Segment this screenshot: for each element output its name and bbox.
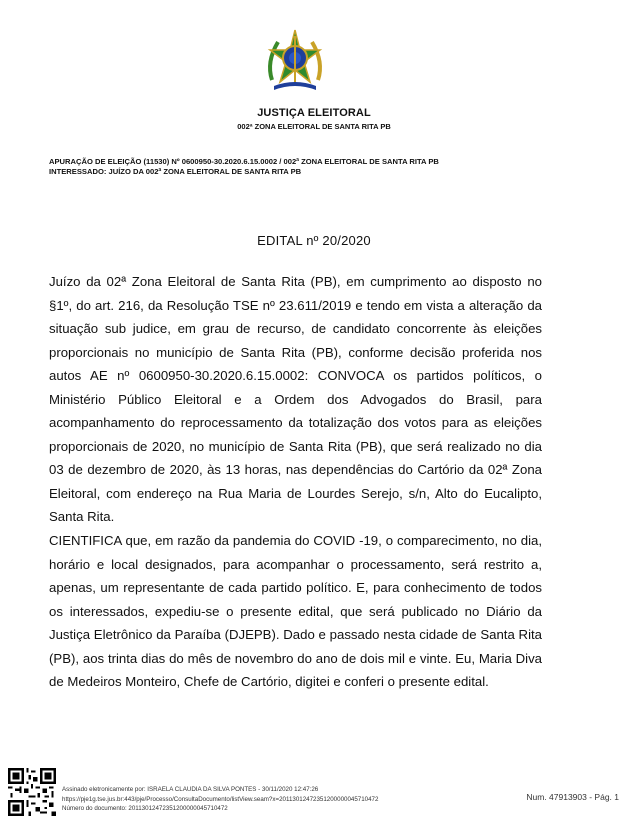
convocation-paragraph: Juízo da 02ª Zona Eleitoral de Santa Rita (PB), em cumprimento ao disposto no §1º, do art. 216, da Resolução TSE nº 23.611/2019 e tendo em vista a alteração da situação sub judice, em grau de recurso, de candidato concorrente às eleições proporcionais no município de Santa Rita (PB), conforme decisão proferida nos autos AE nº 0600950-30.2020.6.15.0002: CONVOCA os partidos políticos, o Ministério Público Eleitoral e a Ordem dos Advogados do Brasil, para acompanhamento do reprocessamento da totalização dos votos para as eleições proporcionais de 2020, no município de Santa Rita (PB), que será realizado no dia 03 de dezembro de 2020, às 13 horas, nas dependências do Cartório da 02ª Zona Eleitoral, com endereço na Rua Maria de Lourdes Serejo, s/n, Alto do Eucalipto, Santa Rita.: [49, 274, 542, 525]
edital-title: EDITAL nº 20/2020: [257, 233, 371, 248]
page-number: Num. 47913903 - Pág. 1: [526, 792, 619, 802]
edital-body: [49, 270, 542, 694]
process-number-line: APURAÇÃO DE ELEIÇÃO (11530) Nº 0600950-30.2020.6.15.0002 / 002ª ZONA ELEITORAL DE SANTA RITA PB: [49, 157, 439, 166]
org-title: JUSTIÇA ELEITORAL: [257, 107, 371, 119]
signed-by-line: Assinado eletronicamente por: ISRAELA CLAUDIA DA SILVA PONTES - 30/11/2020 12:47:26: [62, 786, 319, 793]
zone-subtitle: 002ª ZONA ELEITORAL DE SANTA RITA PB: [237, 122, 391, 131]
process-header: [49, 157, 439, 177]
qr-code-icon[interactable]: [8, 768, 56, 816]
signature-info: [62, 785, 378, 814]
interested-party-line: INTERESSADO: JUÍZO DA 002ª ZONA ELEITORAL DE SANTA RITA PB: [49, 167, 302, 176]
notice-paragraph: CIENTIFICA que, em razão da pandemia do COVID -19, o comparecimento, no dia, horário e local designados, para acompanhar o processamento, será restrito a, apenas, um representante de cada partido político. E, para conhecimento de todos os interessados, expediu-se o presente edital, que será publicado no Diário da Justiça Eletrônico da Paraíba (DJEPB). Dado e passado nesta cidade de Santa Rita (PB), aos trinta dias do mês de novembro do ano de dois mil e vinte. Eu, Maria Diva de Medeiros Monteiro, Chefe de Cartório, digitei e conferi o presente edital.: [49, 533, 542, 690]
brasil-coat-of-arms-emblem: [262, 28, 328, 94]
document-url-link[interactable]: https://pje1g.tse.jus.br:443/pje/Processo/ConsultaDocumento/listView.seam?x=20113012472351200000045710472: [62, 795, 379, 803]
document-number-line: Número do documento: 20113012472351200000045710472: [62, 805, 228, 812]
